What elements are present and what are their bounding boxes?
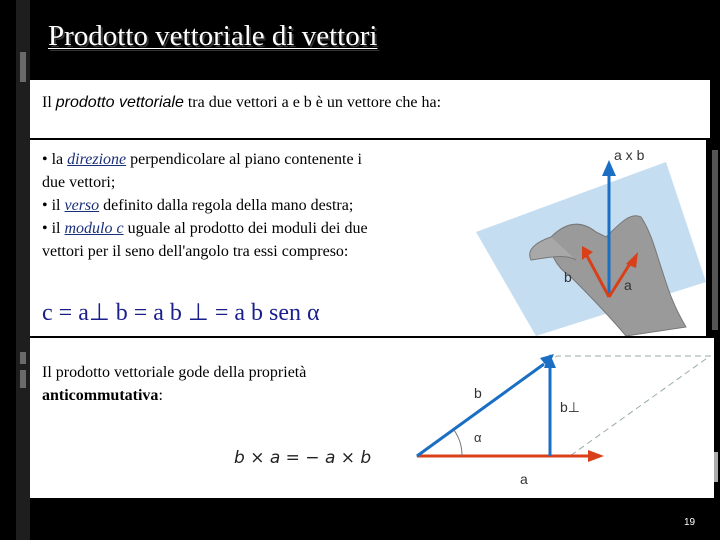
- label-axb: a x b: [614, 147, 645, 163]
- label-a-fig2: a: [520, 471, 528, 487]
- modulus-formula: c = a⊥ b = a b ⊥ = a b sen α: [42, 300, 320, 326]
- intro-after: tra due vettori a e b è un vettore che ha:: [183, 94, 442, 111]
- anticommutative-formula: b × a = − a × b: [234, 448, 372, 468]
- label-alpha: α: [474, 430, 482, 445]
- bullet-verso: [42, 194, 353, 217]
- left-decor-tick: [20, 370, 26, 388]
- term-direzione: direzione: [67, 151, 127, 168]
- bullet-text: perpendicolare al piano contenente i: [126, 151, 362, 168]
- left-decor-tick: [20, 352, 26, 364]
- term-verso: verso: [64, 197, 100, 214]
- parallelogram-figure: [392, 346, 714, 496]
- bullet-direction: [42, 148, 362, 171]
- bullet-prefix: • il: [42, 197, 65, 214]
- colon: :: [158, 387, 163, 404]
- bullet-text: uguale al prodotto dei moduli dei due: [123, 220, 368, 237]
- angle-arc: [454, 430, 462, 456]
- right-hand-rule-figure: [456, 142, 706, 336]
- label-b-fig1: b: [564, 269, 572, 285]
- footer-bar: [30, 500, 714, 540]
- intro-term: prodotto vettoriale: [55, 94, 184, 111]
- property-text: Il prodotto vettoriale gode della proprietà: [42, 364, 307, 381]
- label-a-fig1: a: [624, 277, 632, 293]
- right-decor-tick: [712, 150, 718, 330]
- left-decor-tick: [20, 52, 26, 82]
- intro-before: Il: [42, 94, 56, 111]
- bullet-modulo-cont: vettori per il seno dell'angolo tra essi compreso:: [42, 243, 349, 260]
- intro-text: [42, 91, 441, 114]
- term-anticommutativa: anticommutativa: [42, 387, 159, 404]
- vector-a-arrowhead: [588, 450, 604, 462]
- bullet-modulo: [42, 217, 368, 240]
- bullet-prefix: • la: [42, 151, 68, 168]
- label-b-fig2: b: [474, 385, 482, 401]
- left-decor-strip: [16, 0, 30, 540]
- page-number: 19: [684, 517, 696, 528]
- bullet-direction-cont: due vettori;: [42, 174, 116, 191]
- property-text-cont: [42, 384, 163, 407]
- label-bperp: b⊥: [560, 399, 580, 415]
- term-modulo: modulo c: [64, 220, 124, 237]
- bullet-prefix: • il: [42, 220, 65, 237]
- bullet-text: definito dalla regola della mano destra;: [99, 197, 354, 214]
- slide-title: Prodotto vettoriale di vettori: [48, 20, 378, 52]
